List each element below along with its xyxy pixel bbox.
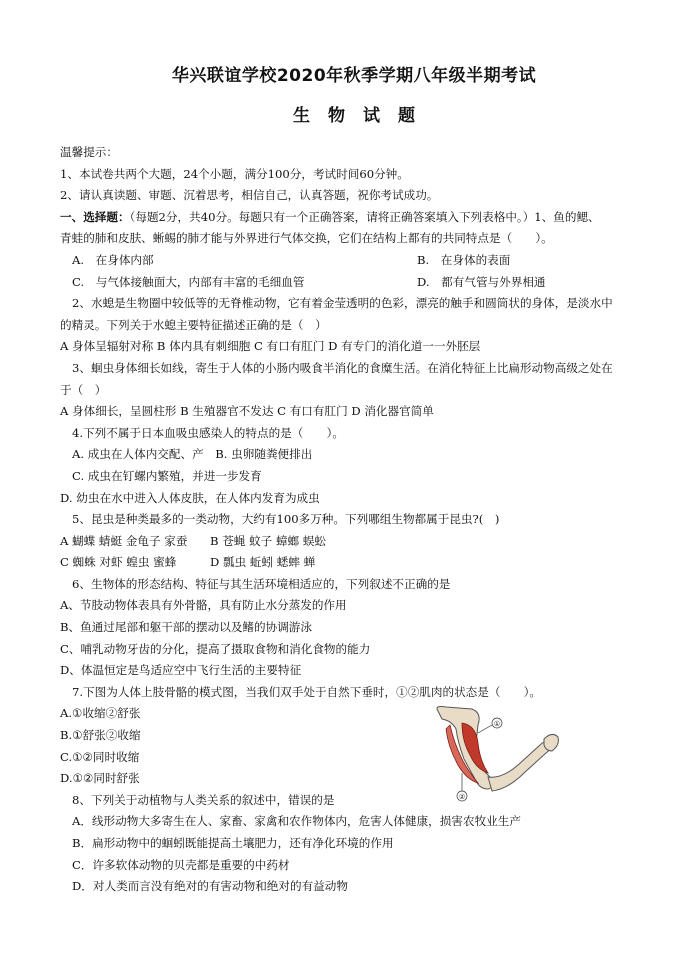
q2-stem-1: 2、水螅是生物圈中较低等的无脊椎动物，它有着金莹透明的色彩，漂亮的触手和圆筒状的身体，是淡水中 [72,296,613,311]
section1-intro-text: （每题2分，共40分。每题只有一个正确答案，请将正确答案填入下列表格中。）1、鱼的鳃、 [129,209,600,224]
label-line-1 [478,725,492,733]
q3-stem-2: 于（ ） [60,382,107,397]
q8-option-a: A．线形动物大多寄生在人、家畜、家禽和农作物体内，危害人体健康，损害农牧业生产 [72,814,521,829]
q1-stem-cont: 青蛙的肺和皮肤、蜥蜴的肺才能与外界进行气体交换，它们在结构上都有的共同特点是（ ）。 [60,231,553,246]
q7-option-b: B.①舒张②收缩 [60,728,141,743]
q6-option-d: D、体温恒定是鸟适应空中飞行生活的主要特征 [60,663,302,678]
upper-limb-figure [432,703,562,803]
q6-option-b: B、鱼通过尾部和躯干部的摆动以及鳍的协调游泳 [60,620,312,635]
q7-stem: 7.下图为人体上肢骨骼的模式图，当我们双手处于自然下垂时，①②肌肉的状态是（ ）。 [72,684,542,699]
q1-option-d: D. 都有气管与外界相通 [417,274,546,289]
q7-option-c: C.①②同时收缩 [60,749,140,764]
exam-subtitle: 生物试题 [293,106,433,126]
q8-option-c: C．许多软体动物的贝壳都是重要的中药材 [72,857,290,872]
tips-heading: 温馨提示： [60,145,118,159]
section1-label: 一、选择题： [60,209,130,224]
fig-label-1: ① [493,720,501,729]
q5-option-a: A 蝴蝶 蜻蜓 金龟子 家蚕 [60,533,188,548]
q1-options-row2 [60,272,648,294]
q3-stem-1: 3、蛔虫身体细长如线，寄生于人体的小肠内吸食半消化的食糜生活。在消化特征上比扁形动物高级之处在 [72,360,613,375]
q2-stem-2: 的精灵。下列关于水螅主要特征描述正确的是（ ） [60,317,327,332]
exam-title: 华兴联谊学校2020年秋季学期八年级半期考试 [171,66,537,86]
q4-option-ab: A. 成虫在人体内交配、产 B. 虫卵随粪便排出 [72,447,313,462]
q7-option-d: D.①②同时舒张 [60,771,140,786]
section1-intro [60,207,648,229]
q6-stem: 6、生物体的形态结构、特征与其生活环境相适应的，下列叙述不正确的是 [72,576,451,591]
q8-stem: 8、下列关于动植物与人类关系的叙述中，错误的是 [72,792,335,807]
q3-options: A 身体细长，呈圆柱形 B 生殖器官不发达 C 有口有肛门 D 消化器官简单 [60,404,434,419]
q1-option-c: C. 与气体接触面大，内部有丰富的毛细血管 [72,274,305,289]
q4-option-c: C. 成虫在钉螺内繁殖，并进一步发育 [72,468,262,483]
fig-label-2: ② [458,793,466,802]
humerus-bone-shape [437,707,493,790]
q4-option-d: D. 幼虫在水中进入人体皮肤，在人体内发育为成虫 [60,490,320,505]
q4-stem: 4.下列不属于日本血吸虫感染人的特点的是（ ）。 [72,425,344,440]
q5-option-d: D 瓢虫 蚯蚓 蟋蟀 蝉 [210,555,316,570]
q5-stem: 5、昆虫是种类最多的一类动物，大约有100多万种。下列哪组生物都属于昆虫?( ) [72,512,500,527]
q1-option-a: A. 在身体内部 [72,252,154,267]
q6-option-a: A、节肢动物体表具有外骨骼，具有防止水分蒸发的作用 [60,598,347,613]
q5-options-row1 [60,531,648,553]
q5-option-c: C 蜘蛛 对虾 蝗虫 蜜蜂 [60,555,177,570]
tip-item-1: 1、本试卷共两个大题，24个小题，满分100分，考试时间60分钟。 [60,166,409,181]
q1-option-b: B. 在身体的表面 [417,252,511,267]
forearm-bone-shape [488,742,551,792]
q5-option-b: B 苍蝇 蚊子 蟑螂 蜈蚣 [210,533,327,548]
q8-option-b: B．扁形动物中的蛔蚓既能提高土壤肥力，还有净化环境的作用 [72,836,394,850]
tip-item-2: 2、请认真读题、审题、沉着思考，相信自己，认真答题，祝你考试成功。 [60,188,439,203]
q1-options-row1 [60,250,648,272]
q2-options: A 身体呈辐射对称 B 体内具有刺细胞 C 有口有肛门 D 有专门的消化道一一外胚层 [60,339,481,354]
q8-option-d: D．对人类而言没有绝对的有害动物和绝对的有益动物 [72,879,348,894]
hand-shape [544,735,558,752]
q6-option-c: C、哺乳动物牙齿的分化，提高了摄取食物和消化食物的能力 [60,641,371,656]
q7-option-a: A.①收缩②舒张 [60,706,141,721]
q5-options-row2 [60,552,648,574]
